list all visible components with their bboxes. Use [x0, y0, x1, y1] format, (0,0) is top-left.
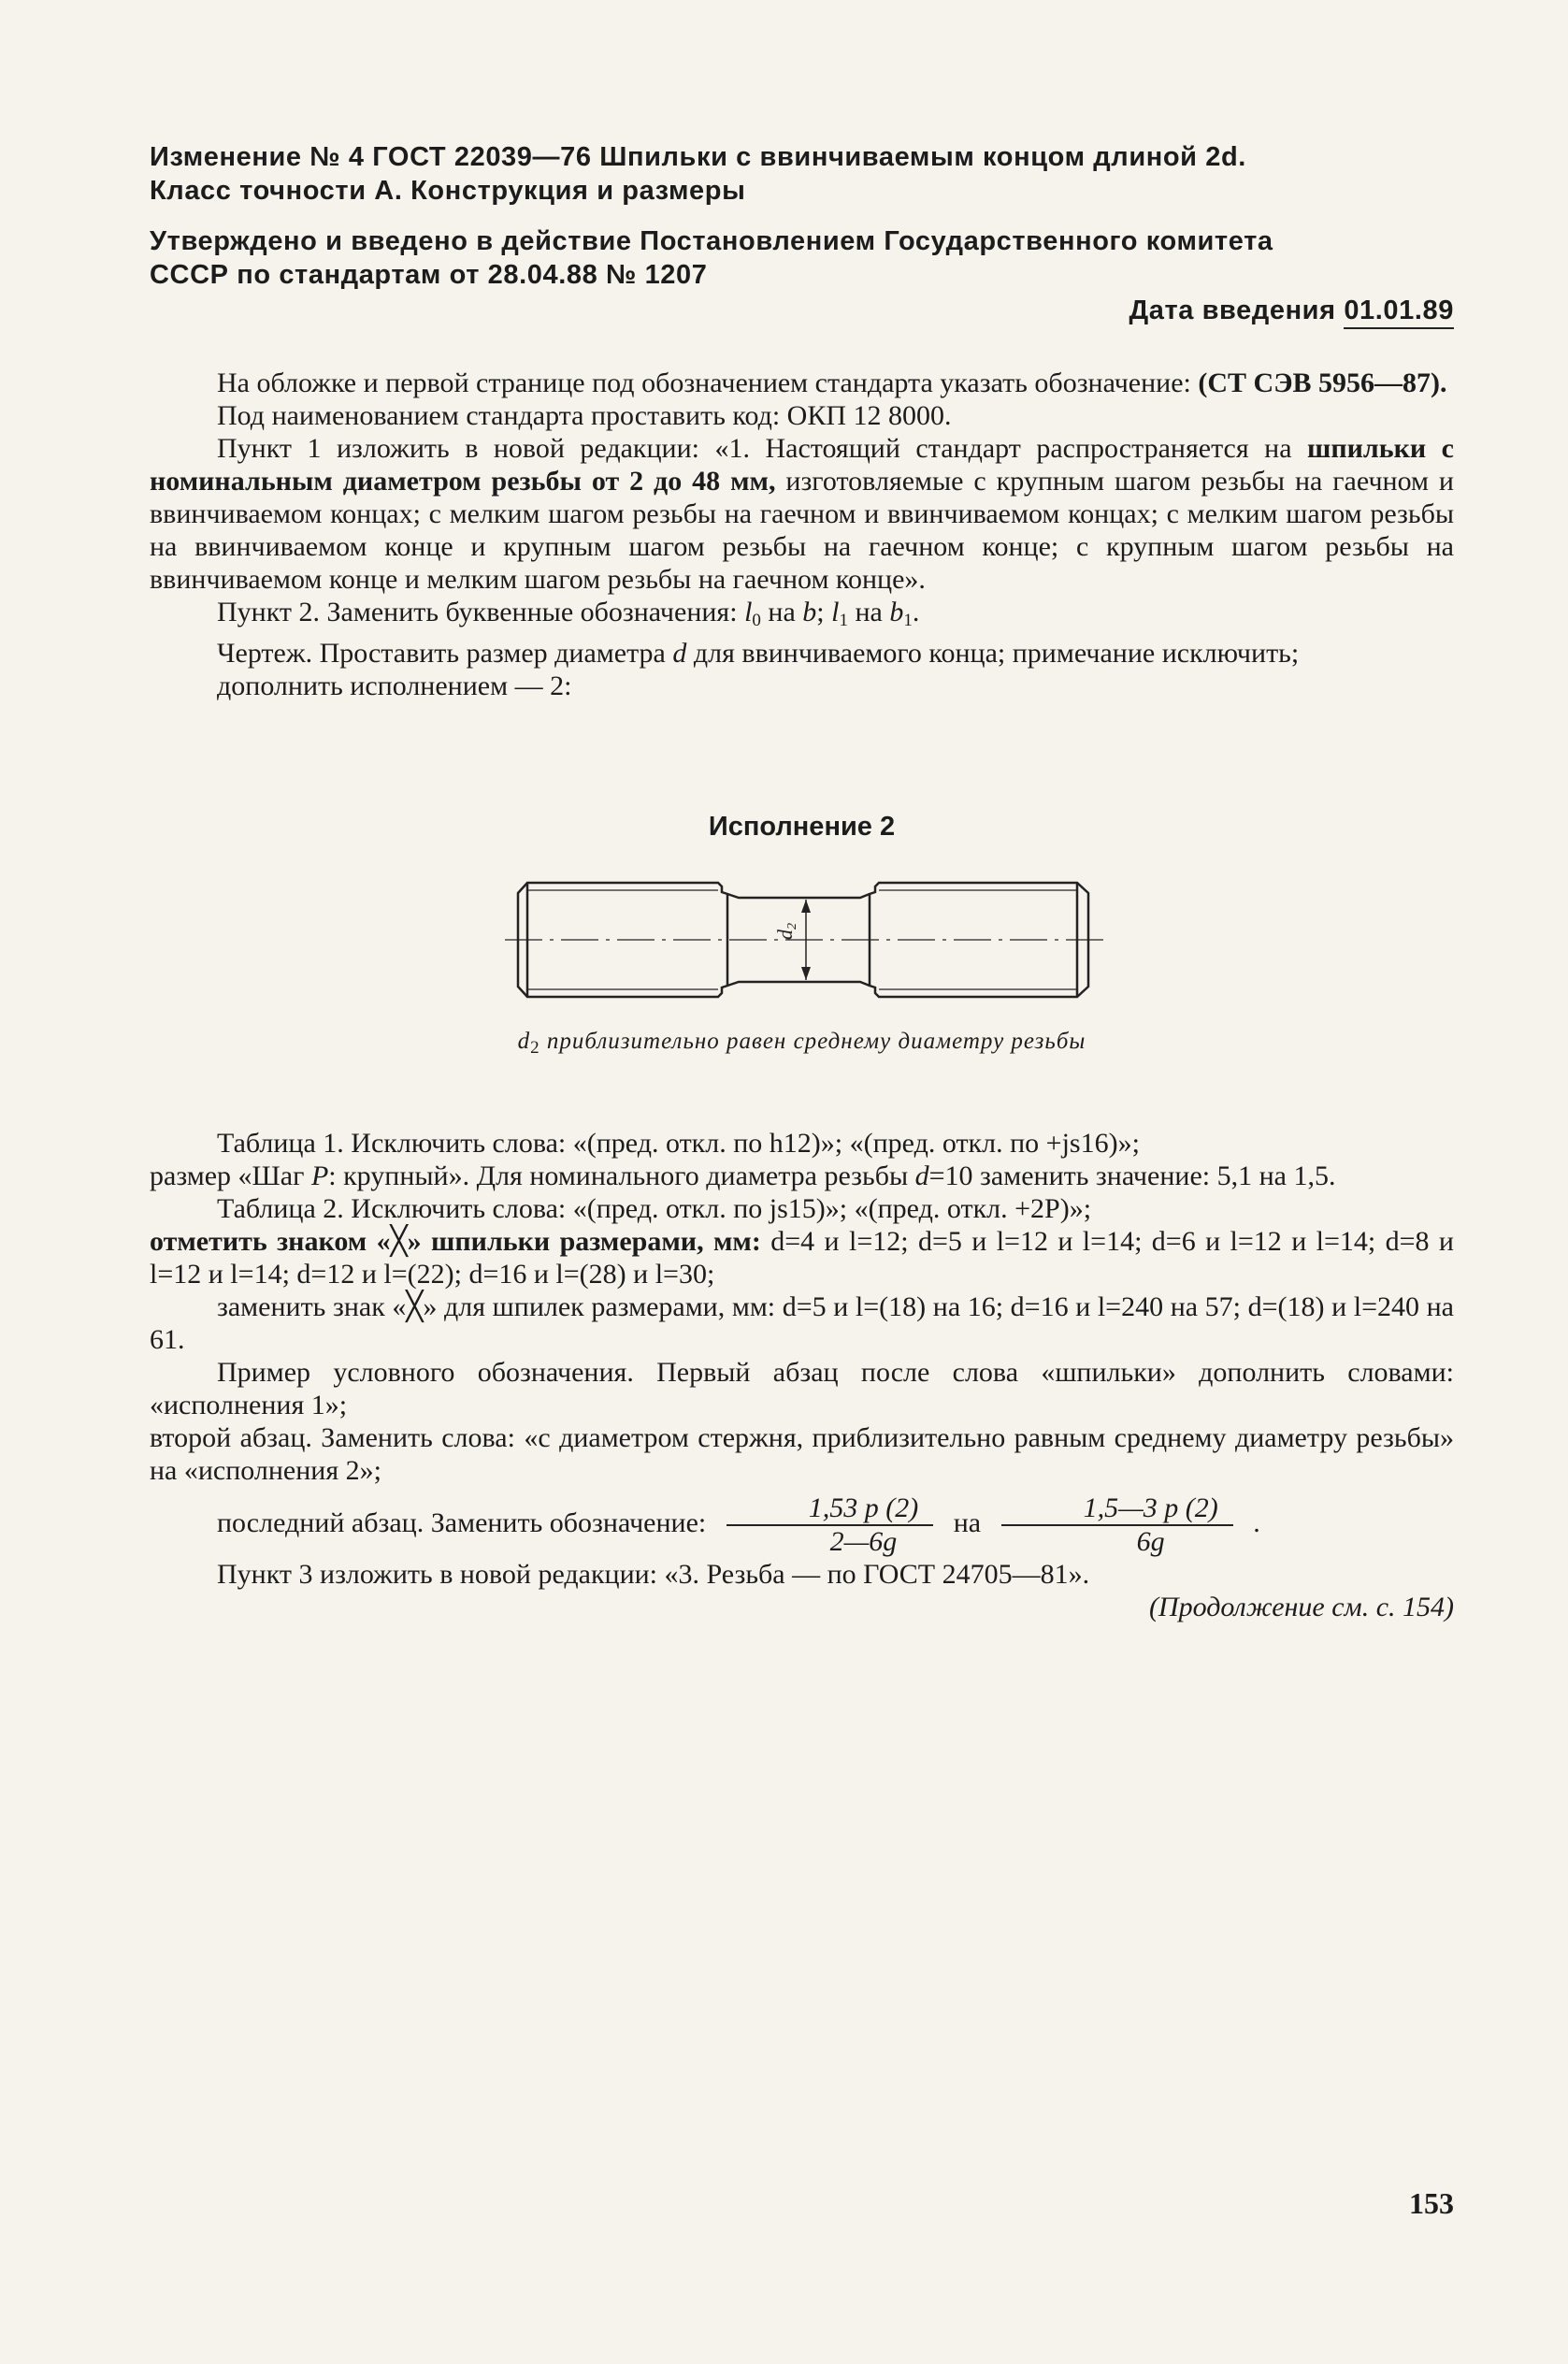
p4-on2: на: [847, 597, 890, 627]
example-paragraph-1: Пример условного обозначения. Первый абзац после слова «шпильки» дополнить словами: «исполнения 1»;: [150, 1357, 1454, 1420]
intro-date-value: 01.01.89: [1344, 296, 1454, 329]
paragraph-execution: дополнить исполнением — 2:: [217, 670, 572, 701]
stud-drawing: [505, 870, 1103, 1010]
paragraph-point2: [150, 596, 1454, 637]
p3-c: изготовляемые с крупным шагом резьбы на гаечном и ввинчиваемом концах; с мелким шагом резьбы на гаечном и ввинчиваемом концах; с мелким шагом резьбы на ввинчиваемом конце и крупным шагом резьбы на гаечном конце; с крупным шагом резьбы на ввинчиваемом конце и мелким шагом резьбы на гаечном конце».: [150, 466, 1454, 595]
p4-b: b: [802, 597, 817, 627]
paragraph-drawing: [150, 637, 1454, 670]
point3-paragraph: Пункт 3 изложить в новой редакции: «3. Резьба — по ГОСТ 24705—81».: [217, 1559, 1090, 1590]
intro-date-label: Дата введения: [1129, 296, 1336, 325]
p1-code: (СТ СЭВ 5956—87).: [1198, 368, 1447, 398]
caption-var: d: [517, 1029, 531, 1054]
p4-l0: l: [744, 597, 753, 627]
p4-a: Пункт 2. Заменить буквенные обозначения:: [217, 597, 745, 627]
table2-mark-paragraph: [150, 1225, 1454, 1290]
t1b-P: P: [310, 1160, 329, 1191]
p4-l1: l: [831, 597, 840, 627]
fraction-new-num: 1,5—3 p (2): [1001, 1492, 1233, 1526]
p5-a: Чертеж. Проставить размер диаметра: [217, 638, 673, 669]
t2b-rest: d=4 и l=12; d=5 и l=12 и l=14; d=6 и l=12 и l=14; d=8 и l=12 и l=14; d=12 и l=(22); d=16 и l=(28) и l=30;: [150, 1226, 1454, 1290]
t1b-a: размер «Шаг: [150, 1160, 311, 1191]
t1b-c: =10 заменить значение: 5,1 на 1,5.: [928, 1160, 1336, 1191]
table2-paragraph: Таблица 2. Исключить слова: «(пред. откл. по js15)»; «(пред. откл. +2P)»;: [217, 1193, 1092, 1224]
p4-l1-sub: 1: [839, 611, 848, 630]
fraction-old: [726, 1492, 933, 1558]
paragraph-point1: [150, 432, 1454, 596]
approval-line-1: Утверждено и введено в действие Постановлением Государственного комитета: [150, 226, 1273, 256]
figure-caption: [150, 1029, 1454, 1059]
p3-bold: шпильки с номинальным диаметром резьбы от 2 до 48 мм,: [150, 433, 1454, 497]
fraction-on: на: [953, 1506, 982, 1538]
figure-title: Исполнение 2: [708, 812, 896, 842]
fraction-new-den: 6g: [1136, 1526, 1165, 1557]
dim-label-var: d: [773, 930, 797, 940]
title-line-1: Изменение № 4 ГОСТ 22039—76 Шпильки с ввинчиваемым концом длиной 2d.: [150, 142, 1246, 172]
p3-a: Пункт 1 изложить в новой редакции: «1. Настоящий стандарт распространяется на: [217, 433, 1308, 464]
p4-l0-sub: 0: [752, 611, 761, 630]
p4-sep: ;: [816, 597, 832, 627]
intro-date-line: [150, 294, 1454, 327]
t2b-bold: отметить знаком «╳» шпильки размерами, мм:: [150, 1226, 761, 1257]
p5-b: для ввинчиваемого конца; примечание исключить;: [686, 638, 1300, 669]
table1-paragraph: Таблица 1. Исключить слова: «(пред. откл. по h12)»; «(пред. откл. по +js16)»;: [217, 1128, 1140, 1159]
page-number: 153: [1409, 2186, 1454, 2220]
dimension-label: [773, 923, 799, 940]
main-text: [150, 367, 1454, 702]
example-paragraph-2: второй абзац. Заменить слова: «с диаметром стержня, приблизительно равным среднему диаметру резьбы» на «исполнения 2»;: [150, 1422, 1454, 1486]
fraction-old-num: 1,53 p (2): [726, 1492, 933, 1526]
title-line-2: Класс точности А. Конструкция и размеры: [150, 176, 746, 206]
continued-note: (Продолжение см. с. 154): [1148, 1592, 1454, 1622]
amendment-title: [150, 140, 1454, 208]
table1-step-paragraph: [150, 1160, 1454, 1192]
dim-label-sub: 2: [785, 923, 799, 930]
paragraph-okp: Под наименованием стандарта проставить код: ОКП 12 8000.: [217, 400, 952, 431]
caption-text: приблизительно равен среднему диаметру резьбы: [539, 1029, 1086, 1054]
designation-label: последний абзац. Заменить обозначение:: [217, 1506, 707, 1538]
approval-line-2: СССР по стандартам от 28.04.88 № 1207: [150, 260, 708, 290]
p4-end: .: [912, 597, 920, 627]
designation-paragraph: [150, 1492, 1454, 1558]
p4-on1: на: [760, 597, 803, 627]
approval-block: [150, 224, 1454, 327]
p5-d: d: [672, 638, 687, 669]
caption-sub: 2: [530, 1038, 540, 1058]
t1b-d: d: [914, 1160, 929, 1191]
paragraph-cover: [150, 367, 1454, 399]
p1-text: На обложке и первой странице под обозначением стандарта указать обозначение:: [217, 368, 1199, 398]
t1b-b: : крупный». Для номинального диаметра резьбы: [328, 1160, 915, 1191]
table2-replace-paragraph: заменить знак «╳» для шпилек размерами, мм: d=5 и l=(18) на 16; d=16 и l=240 на 57; d=(18) и l=240 на 61.: [150, 1291, 1454, 1355]
p4-b1-sub: 1: [903, 611, 913, 630]
tables-text: [150, 1127, 1454, 1623]
p4-b1: b: [889, 597, 904, 627]
fraction-new: [1001, 1492, 1233, 1558]
fraction-old-den: 2—6g: [829, 1526, 898, 1557]
fraction-end: .: [1253, 1506, 1260, 1538]
